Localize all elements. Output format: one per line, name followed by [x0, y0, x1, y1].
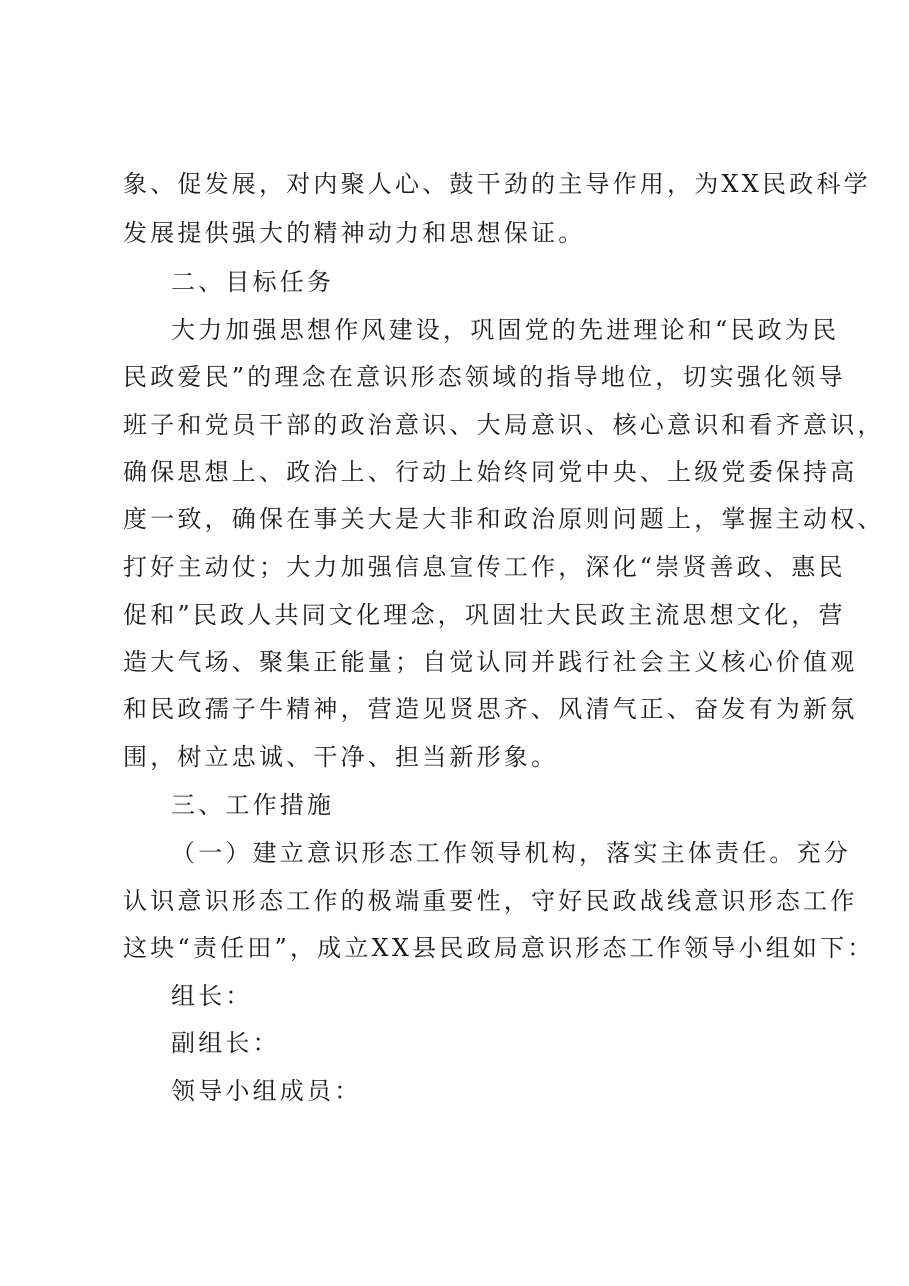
paragraph-line: 促和”民政人共同文化理念，巩固壮大民政主流思想文化，营 [123, 601, 846, 629]
paragraph-line: 这块“责任田”，成立XX县民政局意识形态工作领导小组如下： [123, 934, 875, 962]
paragraph-line: 确保思想上、政治上、行动上始终同党中央、上级党委保持高 [123, 458, 858, 486]
paragraph-line: 造大气场、聚集正能量；自觉认同并践行社会主义核心价值观 [123, 648, 858, 676]
paragraph-line: 围，树立忠诚、干净、担当新形象。 [123, 743, 559, 771]
paragraph-line: （一）建立意识形态工作领导机构，落实主体责任。充分 [171, 839, 851, 867]
section-heading: 三、工作措施 [171, 791, 335, 819]
paragraph-line: 发展提供强大的精神动力和思想保证。 [123, 219, 586, 247]
group-leader-label: 组长： [171, 982, 253, 1010]
paragraph-line: 象、促发展，对内聚人心、鼓干劲的主导作用，为XX民政科学 [123, 170, 871, 198]
group-members-label: 领导小组成员： [171, 1077, 362, 1105]
section-heading: 二、目标任务 [171, 268, 335, 296]
paragraph-line: 打好主动仗；大力加强信息宣传工作，深化“崇贤善政、惠民 [123, 553, 846, 581]
deputy-leader-label: 副组长： [171, 1029, 280, 1057]
paragraph-line: 班子和党员干部的政治意识、大局意识、核心意识和看齐意识， [123, 411, 885, 439]
paragraph-line: 度一致，确保在事关大是大非和政治原则问题上，掌握主动权、 [123, 505, 885, 533]
paragraph-line: 大力加强思想作风建设，巩固党的先进理论和“民政为民 [171, 316, 840, 344]
paragraph-line: 认识意识形态工作的极端重要性，守好民政战线意识形态工作 [123, 887, 858, 915]
paragraph-line: 和民政孺子牛精神，营造见贤思齐、风清气正、奋发有为新氛 [123, 695, 858, 723]
paragraph-line: 民政爱民”的理念在意识形态领域的指导地位，切实强化领导 [123, 363, 846, 391]
